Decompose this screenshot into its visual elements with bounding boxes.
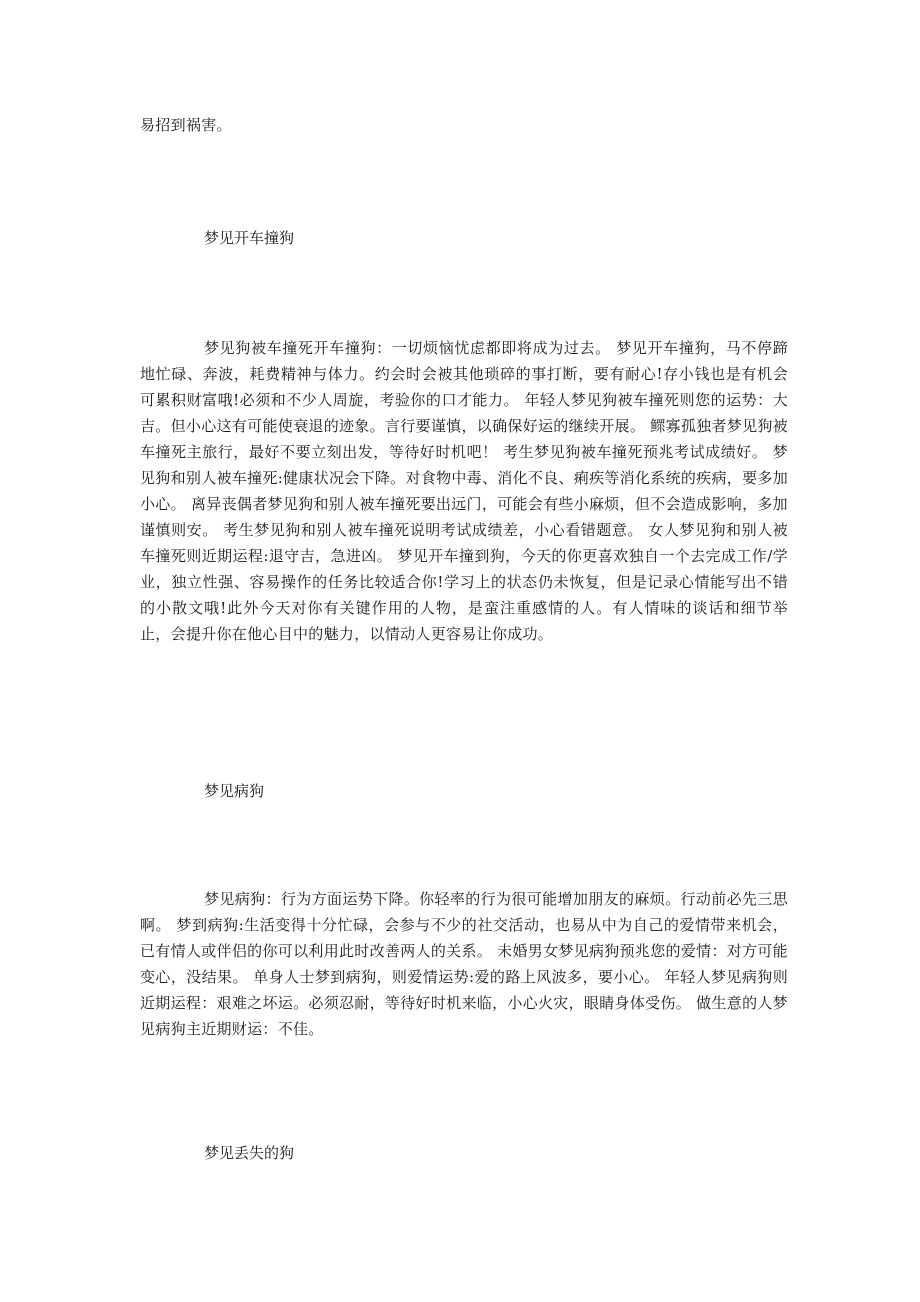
section-heading-car-hits-dog: 梦见开车撞狗 [204, 229, 295, 247]
section-heading-lost-dog: 梦见丢失的狗 [204, 1144, 295, 1162]
continuation-text: 易招到祸害。 [140, 116, 232, 134]
section-body-sick-dog: 梦见病狗：行为方面运势下降。你轻率的行为很可能增加朋友的麻烦。行动前必先三思啊。 梦到病狗:生活变得十分忙碌，会参与不少的社交活动，也易从中为自己的爱情带来机会， 已有情人或伴侣的你可以利用此时改善两人的关系。 未婚男女梦见病狗预兆您的爱情：对方可能变心，没结果。 单身人士梦到病狗，则爱情运势:爱的路上风波多，要小心。 年轻人梦见病狗则近期运程：艰难之坏运。必须忍耐，等待好时机来临，小心火灾，眼睛身体受伤。 做生意的人梦见病狗主近期财运：不佳。 [140, 890, 788, 1038]
section-body-car-hits-dog: 梦见狗被车撞死开车撞狗：一切烦恼忧虑都即将成为过去。 梦见开车撞狗，马不停蹄地忙碌、奔波，耗费精神与体力。约会时会被其他琐碎的事打断，要有耐心!存小钱也是有机会可累积财富哦!必须和不少人周旋，考验你的口才能力。 年轻人梦见狗被车撞死则您的运势：大吉。但小心这有可能使衰退的迹象。言行要谨慎，以确保好运的继续开展。 鳏寡孤独者梦见狗被车撞死主旅行，最好不要立刻出发，等待好时机吧！ 考生梦见狗被车撞死预兆考试成绩好。 梦见狗和别人被车撞死:健康状况会下降。对食物中毒、消化不良、痢疾等消化系统的疾病，要多加小心。 离异丧偶者梦见狗和别人被车撞死要出远门，可能会有些小麻烦，但不会造成影响，多加谨慎则安。 考生梦见狗和别人被车撞死说明考试成绩差，小心看错题意。 女人梦见狗和别人被车撞死则近期运程:退守吉，急进凶。 梦见开车撞到狗，今天的你更喜欢独自一个去完成工作/学业，独立性强、容易操作的任务比较适合你!学习上的状态仍未恢复，但是记录心情能写出不错的小散文哦!此外今天对你有关键作用的人物，是蛮注重感情的人。有人情味的谈话和细节举止，会提升你在他心目中的魅力，以情动人更容易让你成功。 [140, 339, 788, 643]
section-heading-sick-dog: 梦见病狗 [204, 782, 265, 800]
